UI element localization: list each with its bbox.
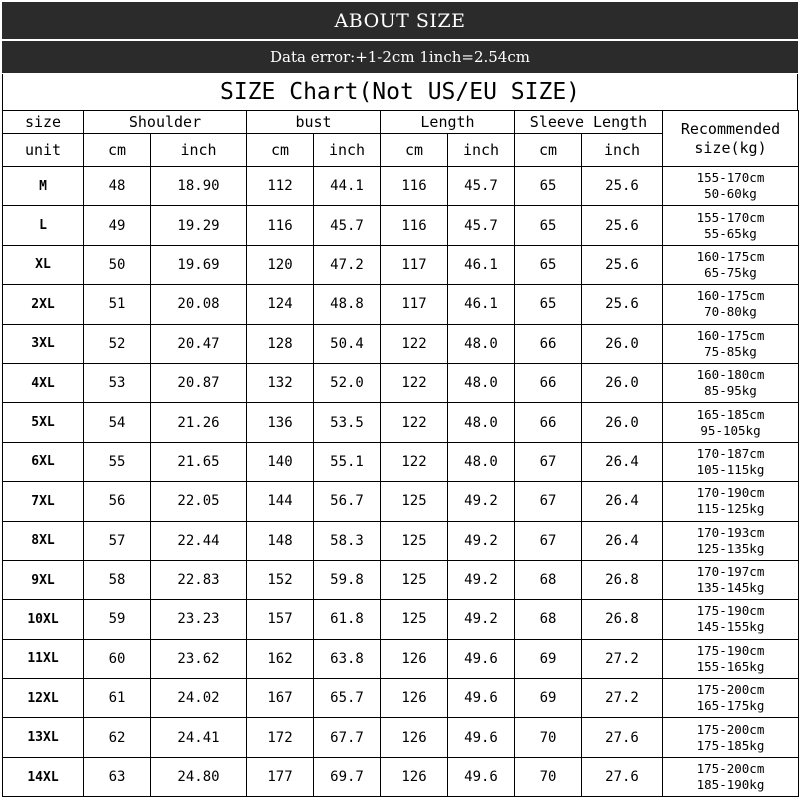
measurement-cell: 26.0 bbox=[582, 363, 663, 402]
measurement-cell: 177 bbox=[247, 757, 314, 796]
measurement-cell: 152 bbox=[247, 560, 314, 599]
measurement-cell: 20.08 bbox=[151, 285, 247, 324]
measurement-cell: 69 bbox=[515, 639, 582, 678]
measurement-cell: 55 bbox=[84, 442, 151, 481]
recommended-height: 170-193cm bbox=[696, 524, 765, 540]
recommended-height: 175-190cm bbox=[696, 603, 765, 619]
measurement-cell: 57 bbox=[84, 521, 151, 560]
table-row bbox=[3, 521, 799, 560]
group-bust: bust bbox=[247, 111, 381, 134]
size-cell: 7XL bbox=[3, 482, 84, 521]
size-cell: 4XL bbox=[3, 363, 84, 402]
unit-cell: cm bbox=[515, 134, 582, 167]
measurement-cell: 25.6 bbox=[582, 285, 663, 324]
measurement-cell: 59.8 bbox=[314, 560, 381, 599]
header-subtitle: Data error:+1-2cm 1inch=2.54cm bbox=[2, 41, 798, 73]
measurement-cell: 48.0 bbox=[448, 324, 515, 363]
recommended-height: 155-170cm bbox=[696, 170, 765, 186]
measurement-cell: 56 bbox=[84, 482, 151, 521]
recommended-unit-label: size(kg) bbox=[694, 138, 767, 157]
measurement-cell: 125 bbox=[381, 600, 448, 639]
recommended-cell bbox=[663, 560, 799, 599]
measurement-cell: 49.2 bbox=[448, 482, 515, 521]
unit-cell: inch bbox=[314, 134, 381, 167]
measurement-cell: 54 bbox=[84, 403, 151, 442]
recommended-cell bbox=[663, 757, 799, 796]
group-length: Length bbox=[381, 111, 515, 134]
measurement-cell: 144 bbox=[247, 482, 314, 521]
measurement-cell: 48.0 bbox=[448, 403, 515, 442]
recommended-header bbox=[663, 111, 799, 167]
unit-cell: cm bbox=[84, 134, 151, 167]
table-row bbox=[3, 285, 799, 324]
measurement-cell: 122 bbox=[381, 403, 448, 442]
measurement-cell: 65 bbox=[515, 245, 582, 284]
measurement-cell: 27.6 bbox=[582, 757, 663, 796]
size-cell: 14XL bbox=[3, 757, 84, 796]
recommended-weight: 145-155kg bbox=[696, 619, 765, 635]
unit-cell: cm bbox=[381, 134, 448, 167]
measurement-cell: 25.6 bbox=[582, 167, 663, 206]
measurement-cell: 126 bbox=[381, 757, 448, 796]
recommended-weight: 175-185kg bbox=[696, 737, 765, 753]
recommended-weight: 165-175kg bbox=[696, 698, 765, 714]
measurement-cell: 49.2 bbox=[448, 600, 515, 639]
measurement-cell: 122 bbox=[381, 363, 448, 402]
measurement-cell: 157 bbox=[247, 600, 314, 639]
measurement-cell: 61 bbox=[84, 679, 151, 718]
table-row bbox=[3, 363, 799, 402]
recommended-weight: 105-115kg bbox=[696, 461, 765, 477]
measurement-cell: 66 bbox=[515, 324, 582, 363]
measurement-cell: 26.4 bbox=[582, 482, 663, 521]
measurement-cell: 46.1 bbox=[448, 285, 515, 324]
measurement-cell: 61.8 bbox=[314, 600, 381, 639]
recommended-cell bbox=[663, 482, 799, 521]
recommended-height: 165-185cm bbox=[696, 406, 765, 422]
measurement-cell: 52.0 bbox=[314, 363, 381, 402]
measurement-cell: 67.7 bbox=[314, 718, 381, 757]
measurement-cell: 70 bbox=[515, 757, 582, 796]
measurement-cell: 48.8 bbox=[314, 285, 381, 324]
recommended-cell bbox=[663, 285, 799, 324]
measurement-cell: 63 bbox=[84, 757, 151, 796]
group-shoulder: Shoulder bbox=[84, 111, 247, 134]
measurement-cell: 116 bbox=[381, 167, 448, 206]
measurement-cell: 167 bbox=[247, 679, 314, 718]
table-row bbox=[3, 206, 799, 245]
table-row bbox=[3, 639, 799, 678]
recommended-weight: 115-125kg bbox=[696, 501, 765, 517]
recommended-height: 170-187cm bbox=[696, 445, 765, 461]
unit-cell: inch bbox=[582, 134, 663, 167]
measurement-cell: 22.44 bbox=[151, 521, 247, 560]
measurement-cell: 45.7 bbox=[448, 167, 515, 206]
table-row bbox=[3, 560, 799, 599]
table-row bbox=[3, 679, 799, 718]
measurement-cell: 48 bbox=[84, 167, 151, 206]
measurement-cell: 58.3 bbox=[314, 521, 381, 560]
measurement-cell: 52 bbox=[84, 324, 151, 363]
measurement-cell: 122 bbox=[381, 442, 448, 481]
measurement-cell: 50.4 bbox=[314, 324, 381, 363]
measurement-cell: 49.2 bbox=[448, 521, 515, 560]
measurement-cell: 65 bbox=[515, 206, 582, 245]
table-body bbox=[3, 167, 799, 797]
size-cell: 10XL bbox=[3, 600, 84, 639]
measurement-cell: 49.2 bbox=[448, 560, 515, 599]
measurement-cell: 120 bbox=[247, 245, 314, 284]
header-row-groups bbox=[3, 111, 799, 134]
measurement-cell: 22.83 bbox=[151, 560, 247, 599]
measurement-cell: 148 bbox=[247, 521, 314, 560]
size-cell: L bbox=[3, 206, 84, 245]
measurement-cell: 49.6 bbox=[448, 718, 515, 757]
unit-cell: inch bbox=[151, 134, 247, 167]
measurement-cell: 126 bbox=[381, 679, 448, 718]
size-cell: 13XL bbox=[3, 718, 84, 757]
recommended-height: 170-197cm bbox=[696, 564, 765, 580]
measurement-cell: 50 bbox=[84, 245, 151, 284]
measurement-cell: 23.62 bbox=[151, 639, 247, 678]
table-row bbox=[3, 600, 799, 639]
measurement-cell: 49.6 bbox=[448, 679, 515, 718]
measurement-cell: 49 bbox=[84, 206, 151, 245]
recommended-cell bbox=[663, 521, 799, 560]
recommended-height: 175-200cm bbox=[696, 682, 765, 698]
measurement-cell: 128 bbox=[247, 324, 314, 363]
recommended-weight: 75-85kg bbox=[704, 343, 757, 359]
measurement-cell: 25.6 bbox=[582, 245, 663, 284]
table-row bbox=[3, 718, 799, 757]
recommended-weight: 65-75kg bbox=[704, 264, 757, 280]
measurement-cell: 65.7 bbox=[314, 679, 381, 718]
recommended-height: 155-170cm bbox=[696, 209, 765, 225]
measurement-cell: 21.65 bbox=[151, 442, 247, 481]
measurement-cell: 67 bbox=[515, 442, 582, 481]
measurement-cell: 22.05 bbox=[151, 482, 247, 521]
chart-title: SIZE Chart(Not US/EU SIZE) bbox=[2, 74, 798, 110]
table-row bbox=[3, 245, 799, 284]
measurement-cell: 136 bbox=[247, 403, 314, 442]
measurement-cell: 58 bbox=[84, 560, 151, 599]
measurement-cell: 126 bbox=[381, 718, 448, 757]
measurement-cell: 49.6 bbox=[448, 639, 515, 678]
measurement-cell: 56.7 bbox=[314, 482, 381, 521]
recommended-height: 175-190cm bbox=[696, 642, 765, 658]
size-cell: XL bbox=[3, 245, 84, 284]
measurement-cell: 26.0 bbox=[582, 403, 663, 442]
size-cell: 6XL bbox=[3, 442, 84, 481]
size-cell: 5XL bbox=[3, 403, 84, 442]
size-cell: 2XL bbox=[3, 285, 84, 324]
measurement-cell: 47.2 bbox=[314, 245, 381, 284]
measurement-cell: 26.4 bbox=[582, 442, 663, 481]
measurement-cell: 66 bbox=[515, 363, 582, 402]
measurement-cell: 63.8 bbox=[314, 639, 381, 678]
recommended-weight: 155-165kg bbox=[696, 658, 765, 674]
recommended-weight: 50-60kg bbox=[704, 186, 757, 202]
recommended-weight: 125-135kg bbox=[696, 540, 765, 556]
recommended-cell bbox=[663, 363, 799, 402]
size-cell: 12XL bbox=[3, 679, 84, 718]
measurement-cell: 140 bbox=[247, 442, 314, 481]
recommended-weight: 135-145kg bbox=[696, 580, 765, 596]
measurement-cell: 132 bbox=[247, 363, 314, 402]
measurement-cell: 68 bbox=[515, 560, 582, 599]
measurement-cell: 59 bbox=[84, 600, 151, 639]
recommended-cell bbox=[663, 167, 799, 206]
measurement-cell: 68 bbox=[515, 600, 582, 639]
recommended-weight: 185-190kg bbox=[696, 777, 765, 793]
unit-cell: inch bbox=[448, 134, 515, 167]
table-row bbox=[3, 403, 799, 442]
measurement-cell: 19.69 bbox=[151, 245, 247, 284]
table-row bbox=[3, 757, 799, 796]
measurement-cell: 117 bbox=[381, 245, 448, 284]
measurement-cell: 27.2 bbox=[582, 639, 663, 678]
measurement-cell: 126 bbox=[381, 639, 448, 678]
measurement-cell: 21.26 bbox=[151, 403, 247, 442]
measurement-cell: 27.6 bbox=[582, 718, 663, 757]
measurement-cell: 26.4 bbox=[582, 521, 663, 560]
measurement-cell: 62 bbox=[84, 718, 151, 757]
measurement-cell: 25.6 bbox=[582, 206, 663, 245]
measurement-cell: 46.1 bbox=[448, 245, 515, 284]
measurement-cell: 18.90 bbox=[151, 167, 247, 206]
measurement-cell: 69.7 bbox=[314, 757, 381, 796]
measurement-cell: 44.1 bbox=[314, 167, 381, 206]
header-title: ABOUT SIZE bbox=[2, 2, 798, 39]
recommended-height: 175-200cm bbox=[696, 721, 765, 737]
unit-label: unit bbox=[3, 134, 84, 167]
measurement-cell: 112 bbox=[247, 167, 314, 206]
measurement-cell: 116 bbox=[381, 206, 448, 245]
measurement-cell: 23.23 bbox=[151, 600, 247, 639]
table-row bbox=[3, 324, 799, 363]
measurement-cell: 65 bbox=[515, 285, 582, 324]
measurement-cell: 24.02 bbox=[151, 679, 247, 718]
measurement-cell: 67 bbox=[515, 521, 582, 560]
measurement-cell: 55.1 bbox=[314, 442, 381, 481]
measurement-cell: 122 bbox=[381, 324, 448, 363]
measurement-cell: 116 bbox=[247, 206, 314, 245]
recommended-weight: 85-95kg bbox=[704, 383, 757, 399]
table-row bbox=[3, 167, 799, 206]
measurement-cell: 48.0 bbox=[448, 442, 515, 481]
measurement-cell: 67 bbox=[515, 482, 582, 521]
measurement-cell: 26.0 bbox=[582, 324, 663, 363]
measurement-cell: 65 bbox=[515, 167, 582, 206]
measurement-cell: 51 bbox=[84, 285, 151, 324]
measurement-cell: 24.41 bbox=[151, 718, 247, 757]
measurement-cell: 48.0 bbox=[448, 363, 515, 402]
size-cell: 11XL bbox=[3, 639, 84, 678]
measurement-cell: 117 bbox=[381, 285, 448, 324]
measurement-cell: 125 bbox=[381, 560, 448, 599]
recommended-cell bbox=[663, 324, 799, 363]
measurement-cell: 53.5 bbox=[314, 403, 381, 442]
measurement-cell: 24.80 bbox=[151, 757, 247, 796]
measurement-cell: 125 bbox=[381, 482, 448, 521]
recommended-label: Recommended bbox=[680, 119, 781, 138]
table-row bbox=[3, 442, 799, 481]
measurement-cell: 125 bbox=[381, 521, 448, 560]
recommended-cell bbox=[663, 679, 799, 718]
recommended-cell bbox=[663, 442, 799, 481]
recommended-cell bbox=[663, 245, 799, 284]
recommended-cell bbox=[663, 206, 799, 245]
measurement-cell: 20.47 bbox=[151, 324, 247, 363]
recommended-height: 160-175cm bbox=[696, 327, 765, 343]
measurement-cell: 66 bbox=[515, 403, 582, 442]
measurement-cell: 172 bbox=[247, 718, 314, 757]
size-cell: 8XL bbox=[3, 521, 84, 560]
recommended-height: 170-190cm bbox=[696, 485, 765, 501]
measurement-cell: 45.7 bbox=[448, 206, 515, 245]
measurement-cell: 20.87 bbox=[151, 363, 247, 402]
recommended-height: 160-175cm bbox=[696, 248, 765, 264]
measurement-cell: 124 bbox=[247, 285, 314, 324]
measurement-cell: 27.2 bbox=[582, 679, 663, 718]
measurement-cell: 19.29 bbox=[151, 206, 247, 245]
table-row bbox=[3, 482, 799, 521]
recommended-weight: 70-80kg bbox=[704, 304, 757, 320]
recommended-cell bbox=[663, 718, 799, 757]
size-cell: M bbox=[3, 167, 84, 206]
measurement-cell: 162 bbox=[247, 639, 314, 678]
recommended-cell bbox=[663, 403, 799, 442]
size-cell: 9XL bbox=[3, 560, 84, 599]
size-cell: 3XL bbox=[3, 324, 84, 363]
measurement-cell: 26.8 bbox=[582, 600, 663, 639]
measurement-cell: 26.8 bbox=[582, 560, 663, 599]
measurement-cell: 49.6 bbox=[448, 757, 515, 796]
recommended-weight: 95-105kg bbox=[700, 422, 761, 438]
measurement-cell: 69 bbox=[515, 679, 582, 718]
recommended-height: 175-200cm bbox=[696, 761, 765, 777]
recommended-height: 160-175cm bbox=[696, 288, 765, 304]
recommended-height: 160-180cm bbox=[696, 367, 765, 383]
size-label: size bbox=[3, 111, 84, 134]
group-sleeve-length: Sleeve Length bbox=[515, 111, 663, 134]
size-chart-table bbox=[2, 110, 799, 797]
measurement-cell: 53 bbox=[84, 363, 151, 402]
recommended-cell bbox=[663, 639, 799, 678]
recommended-weight: 55-65kg bbox=[704, 225, 757, 241]
measurement-cell: 70 bbox=[515, 718, 582, 757]
measurement-cell: 45.7 bbox=[314, 206, 381, 245]
measurement-cell: 60 bbox=[84, 639, 151, 678]
recommended-cell bbox=[663, 600, 799, 639]
unit-cell: cm bbox=[247, 134, 314, 167]
